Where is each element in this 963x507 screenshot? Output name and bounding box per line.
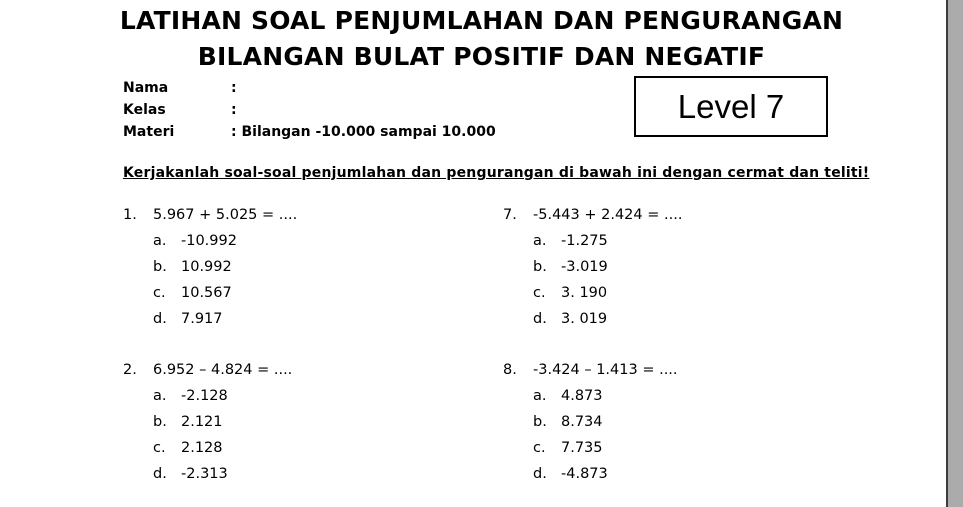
- instruction: Kerjakanlah soal-soal penjumlahan dan pengurangan di bawah ini dengan cermat dan teliti!: [123, 165, 870, 181]
- option-value: 3. 190: [561, 285, 608, 301]
- field-label: Nama: [123, 80, 169, 96]
- option-a: [533, 388, 603, 404]
- option-value: -2.313: [181, 466, 228, 482]
- option-a: [153, 388, 228, 404]
- question-number: 2.: [123, 362, 137, 378]
- option-letter: d.: [153, 311, 167, 327]
- field-value: : Bilangan -10.000 sampai 10.000: [231, 124, 496, 140]
- option-c: [153, 440, 223, 456]
- question-number: 8.: [503, 362, 517, 378]
- option-value: 10.992: [181, 259, 232, 275]
- option-letter: b.: [533, 259, 547, 275]
- option-letter: c.: [153, 440, 166, 456]
- option-value: -1.275: [561, 233, 608, 249]
- option-b: [153, 259, 232, 275]
- option-value: -4.873: [561, 466, 608, 482]
- page-edge-shadow: [946, 0, 948, 507]
- option-d: [533, 466, 608, 482]
- option-value: 2.121: [181, 414, 223, 430]
- option-letter: c.: [153, 285, 166, 301]
- option-c: [533, 440, 603, 456]
- option-letter: a.: [153, 233, 167, 249]
- option-b: [533, 259, 608, 275]
- option-a: [153, 233, 237, 249]
- option-b: [533, 414, 603, 430]
- option-b: [153, 414, 223, 430]
- field-nama: [123, 80, 237, 96]
- field-value: :: [231, 102, 237, 118]
- question-number: 1.: [123, 207, 137, 223]
- option-value: 2.128: [181, 440, 223, 456]
- option-letter: d.: [533, 311, 547, 327]
- question-number: 7.: [503, 207, 517, 223]
- field-kelas: [123, 102, 237, 118]
- option-value: 7.917: [181, 311, 223, 327]
- option-letter: a.: [533, 388, 547, 404]
- title-line-2: BILANGAN BULAT POSITIF DAN NEGATIF: [197, 42, 766, 71]
- option-value: 8.734: [561, 414, 603, 430]
- option-letter: a.: [153, 388, 167, 404]
- option-c: [153, 285, 232, 301]
- option-value: 4.873: [561, 388, 603, 404]
- option-value: 10.567: [181, 285, 232, 301]
- option-d: [533, 311, 607, 327]
- question-text: -3.424 – 1.413 = ....: [533, 362, 678, 378]
- viewer-right-margin: [946, 0, 963, 507]
- option-a: [533, 233, 608, 249]
- option-d: [153, 311, 223, 327]
- level-box: Level 7: [634, 76, 828, 137]
- option-value: 3. 019: [561, 311, 608, 327]
- field-materi: [123, 124, 496, 140]
- option-d: [153, 466, 228, 482]
- question-text: 5.967 + 5.025 = ....: [153, 207, 298, 223]
- option-letter: c.: [533, 285, 546, 301]
- option-letter: d.: [533, 466, 547, 482]
- field-label: Kelas: [123, 102, 166, 118]
- field-label: Materi: [123, 124, 175, 140]
- option-letter: b.: [153, 414, 167, 430]
- option-value: -10.992: [181, 233, 237, 249]
- option-value: -3.019: [561, 259, 608, 275]
- option-letter: b.: [533, 414, 547, 430]
- title-line-1: LATIHAN SOAL PENJUMLAHAN DAN PENGURANGAN: [119, 6, 844, 35]
- option-letter: d.: [153, 466, 167, 482]
- option-letter: a.: [533, 233, 547, 249]
- field-value: :: [231, 80, 237, 96]
- option-letter: b.: [153, 259, 167, 275]
- option-letter: c.: [533, 440, 546, 456]
- question-text: 6.952 – 4.824 = ....: [153, 362, 293, 378]
- option-value: -2.128: [181, 388, 228, 404]
- option-c: [533, 285, 607, 301]
- question-text: -5.443 + 2.424 = ....: [533, 207, 683, 223]
- option-value: 7.735: [561, 440, 603, 456]
